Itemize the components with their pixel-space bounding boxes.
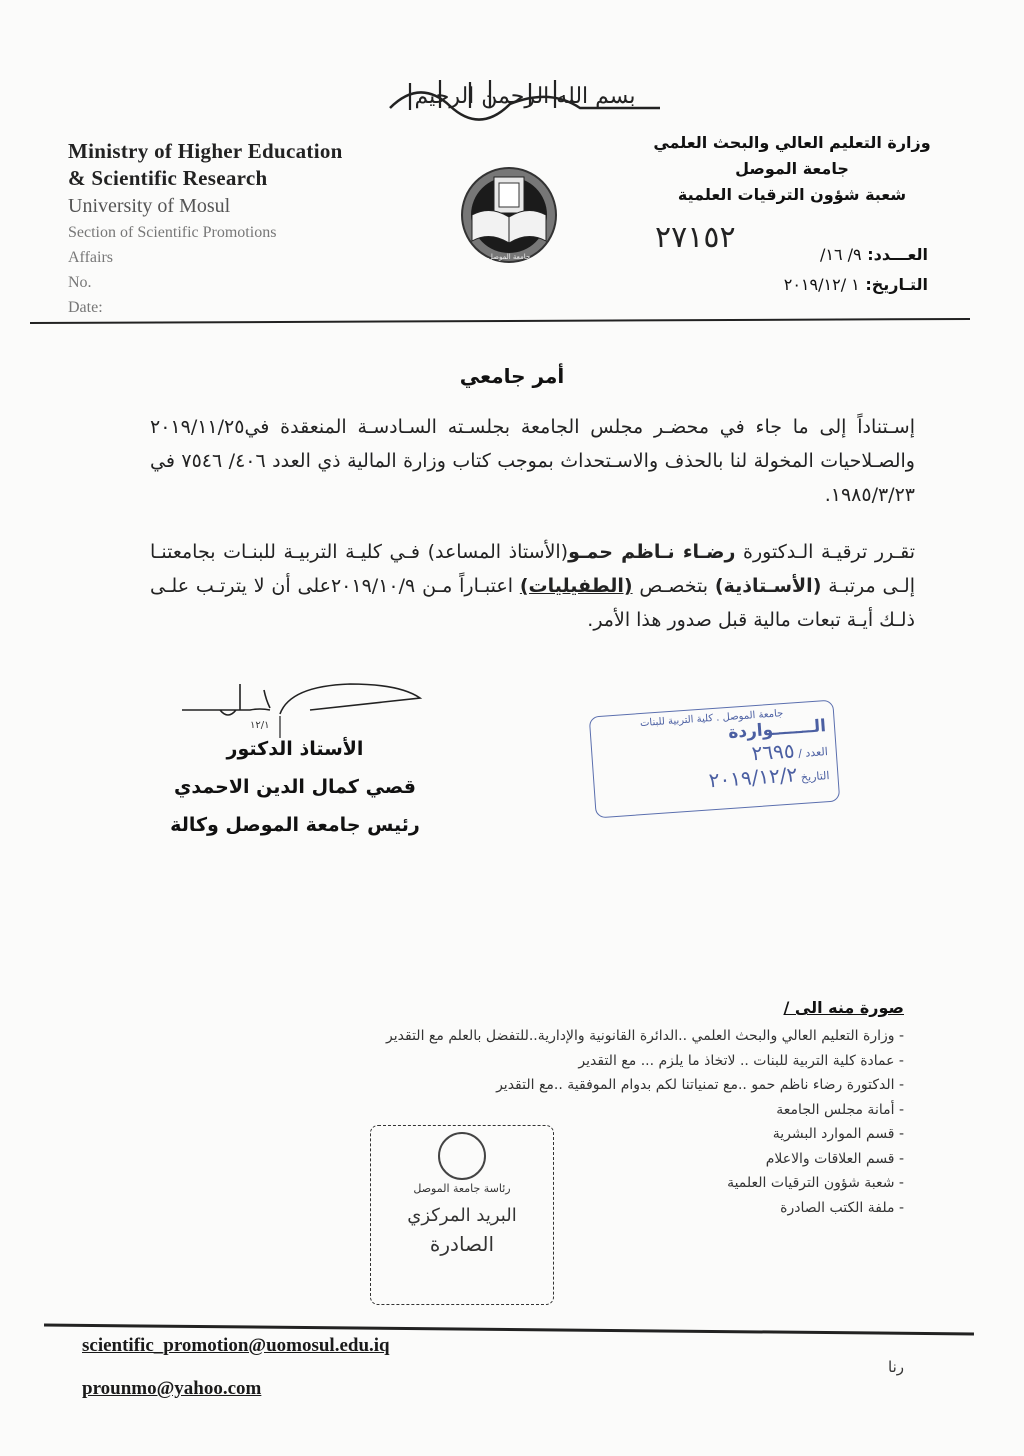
basmala-calligraphy (380, 68, 670, 128)
copies-item: - شعبة شؤون الترقيات العلمية (727, 1175, 904, 1191)
stamp-date-value: ٢٠١٩/١٢/٢ (707, 762, 799, 793)
document-title: أمر جامعي (459, 364, 565, 388)
copies-item: - عمادة كلية التربية للبنات .. لاتخاذ ما يلزم ... مع التقدير (578, 1052, 904, 1069)
section-arabic: شعبة شؤون الترقيات العلمية (677, 185, 907, 204)
incoming-mail-stamp (589, 700, 841, 819)
stamp-number-value: ٢٦٩٥ (750, 738, 796, 766)
footer-email-1[interactable]: scientific_promotion@uomosul.edu.iq (82, 1335, 390, 1356)
logo-text: جامعة الموصل (487, 253, 531, 261)
stamp-college-line: جامعة الموصل . كلية التربية للبنات (639, 708, 784, 730)
stamp-seal-icon (438, 1132, 486, 1180)
order-paragraph-1: إسـتناداً إلى ما جاء في محضـر مجلس الجامعة بجلسـته السـادسـة المنعقدة في٢٠١٩/١١/٢٥ والصـلاحيات المخولة لنا بالحذف والاسـتحداث بموجب كتاب وزارة المالية ذي العدد ٤٠٦/ ٧٥٤٦ في ١٩٨٥/٣/٢٣. (150, 416, 915, 506)
number-value-arabic: ٩/ ١٦/ (819, 245, 862, 264)
university-name: University of Mosul (68, 195, 231, 217)
stamp-outgoing-label: الصادرة (429, 1232, 495, 1256)
copies-title: صورة منه الى / (783, 998, 904, 1017)
order-paragraph-2 (150, 535, 915, 637)
reference-number-row (784, 240, 928, 270)
specialty: (الطفيليات) (519, 575, 633, 597)
university-logo (458, 165, 560, 265)
copies-item: - قسم الموارد البشرية (772, 1126, 904, 1142)
copies-item: - قسم العلاقات والاعلام (765, 1150, 904, 1167)
signer-title: الأستاذ الدكتور (226, 738, 364, 760)
signature-date: ١٢/١ (250, 720, 270, 731)
section-line2: Affairs (68, 249, 114, 266)
ministry-line2: & Scientific Research (68, 166, 268, 190)
signer-position: رئيس جامعة الموصل وكالة (170, 814, 420, 836)
outgoing-mail-stamp (370, 1125, 554, 1305)
footer-divider (44, 1324, 974, 1336)
number-label-arabic: العـــدد: (867, 245, 928, 264)
basmala-text: بسم الله الرحمن الرحيم (414, 84, 636, 109)
signer-block (150, 730, 440, 844)
typist-initials: رنا (888, 1358, 904, 1376)
stamp-date-label: التاريخ (800, 769, 830, 784)
ministry-line1: Ministry of Higher Education (68, 139, 343, 163)
stamp-incoming-label: الـــــــواردة (727, 716, 827, 743)
no-label: No. (68, 274, 92, 291)
english-letterhead (68, 138, 343, 320)
date-label-arabic: التـاريخ: (865, 275, 928, 294)
copies-item: - الدكتورة رضاء ناظم حمو ..مع تمنياتنا لكم بدوام الموفقية ..مع التقدير (496, 1077, 904, 1093)
reference-date-row (784, 270, 928, 300)
university-arabic: جامعة الموصل (735, 159, 849, 178)
paragraph2-text: تقـرر ترقيـة الـدكتورة (735, 541, 916, 563)
paragraph2-text: (الأستاذ المساعد) فـي كليـة التربيـة للبنـات بجامعتنـا إلـى مرتبـة (150, 541, 915, 597)
date-label: Date: (68, 299, 103, 316)
handwritten-reference-number: ٢٧١٥٢ (655, 220, 736, 255)
section-line1: Section of Scientific Promotions (68, 224, 277, 241)
copies-item: - وزارة التعليم العالي والبحث العلمي ..الدائرة القانونية والإدارية..للتفضل بالعلم مع التقدير (386, 1028, 904, 1044)
promoted-rank: (الأسـتاذية) (714, 575, 822, 597)
signer-name: قصي كمال الدين الاحمدي (174, 776, 416, 798)
stamp-central-mail: البريد المركزي (407, 1205, 517, 1226)
ministry-arabic: وزارة التعليم العالي والبحث العلمي (653, 133, 931, 152)
paragraph2-text: اعتبـاراً مـن ٢٠١٩/١٠/٩على أن لا يترتـب علـى ذلـك أيـة تبعات مالية قبل صدور هذا الأمر. (150, 575, 915, 631)
copies-item: - ملفة الكتب الصادرة (780, 1199, 904, 1216)
stamp-presidency-line: رئاسة جامعة الموصل (413, 1182, 511, 1195)
copies-item: - أمانة مجلس الجامعة (776, 1101, 904, 1118)
paragraph2-text: بتخصـص (632, 575, 715, 597)
promoted-name: رضـاء نـاظم حمـو (568, 541, 736, 563)
arabic-letterhead (652, 130, 932, 208)
date-value-arabic: ١ /٢٠١٩/١٢ (783, 275, 860, 294)
stamp-number-label: العدد / (797, 745, 829, 761)
footer-email-2[interactable]: prounmo@yahoo.com (82, 1378, 262, 1399)
reference-block (784, 240, 928, 300)
